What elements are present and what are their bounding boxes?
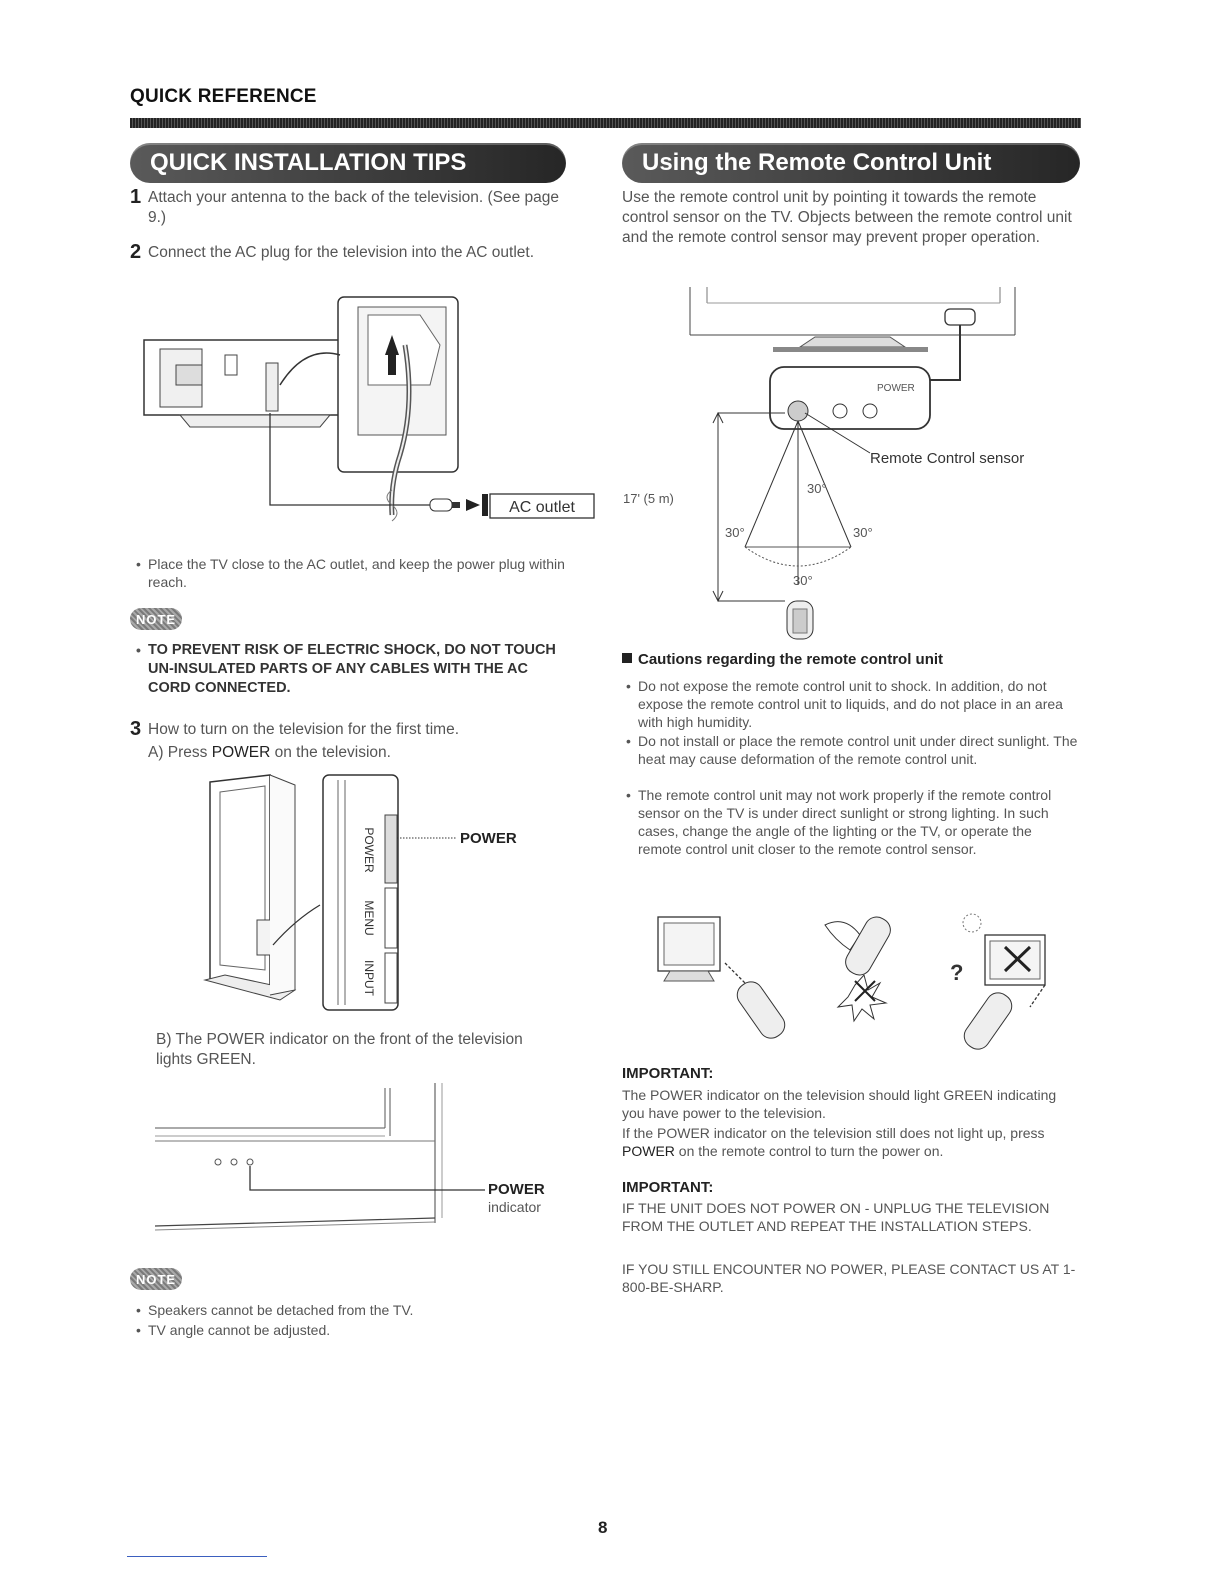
step-3-text: How to turn on the television for the first time.	[148, 721, 459, 738]
cautions-title: Cautions regarding the remote control unit	[622, 651, 1077, 668]
indicator-label: indicator	[488, 1199, 541, 1215]
quick-installation-tips-title: QUICK INSTALLATION TIPS	[130, 143, 566, 183]
caution-3: • The remote control unit may not work properly if the remote control sensor on the TV is under direct sunlight or strong lighting. In such cases, change the angle of the lighting or the TV, or operate the remote control unit closer to the remote control sensor.	[626, 787, 1052, 857]
bullet-place-tv: • Place the TV close to the AC outlet, and keep the power plug within reach.	[136, 556, 565, 590]
ac-plug-illustration	[130, 285, 600, 545]
caution-1: • Do not expose the remote control unit to shock. In addition, do not expose the remote control unit to liquids, and do not place in an area with high humidity.	[626, 678, 1063, 730]
distance-label: 17' (5 m)	[623, 491, 674, 506]
step-1-number: 1	[130, 186, 142, 208]
remote-control-title: Using the Remote Control Unit	[622, 143, 1080, 183]
step-3-number: 3	[130, 718, 142, 740]
important-1-line-1: The POWER indicator on the television should light GREEN indicating you have power to the television.	[622, 1087, 1057, 1121]
side-buttons-illustration	[195, 770, 575, 1015]
step-1	[130, 186, 568, 228]
power-indicator-illustration	[150, 1078, 570, 1238]
step-1-text: Attach your antenna to the back of the television. (See page 9.)	[148, 189, 560, 226]
remote-intro: Use the remote control unit by pointing it towards the remote control sensor on the TV. Objects between the remote control unit and the remote control sensor may prevent proper operation.	[622, 189, 1072, 246]
angle-bottom: 30°	[793, 573, 813, 588]
power-callout: POWER	[460, 830, 517, 847]
note2-item-2: • TV angle cannot be adjusted.	[136, 1322, 331, 1338]
step-3b: B) The POWER indicator on the front of the television lights GREEN.	[156, 1031, 523, 1068]
square-bullet-icon	[622, 653, 632, 663]
cautions-illustrations	[650, 905, 1070, 1055]
bullet-place-tv-text: Place the TV close to the AC outlet, and keep the power plug within reach.	[148, 556, 565, 590]
electric-shock-warning-text: TO PREVENT RISK OF ELECTRIC SHOCK, DO NOT TOUCH UN-INSULATED PARTS OF ANY CABLES WITH THE AC CORD CONNECTED.	[148, 642, 556, 696]
note2-item-1: • Speakers cannot be detached from the TV.	[136, 1302, 414, 1318]
important-2-title: IMPORTANT:	[622, 1179, 714, 1196]
step-2-text: Connect the AC plug for the television into the AC outlet.	[148, 244, 535, 261]
important-2-line-2: IF YOU STILL ENCOUNTER NO POWER, PLEASE CONTACT US AT 1-800-BE-SHARP.	[622, 1261, 1076, 1295]
angle-top: 30°	[807, 481, 827, 496]
angle-right: 30°	[853, 525, 873, 540]
step-3	[130, 718, 568, 740]
svg-text:?: ?	[950, 960, 964, 985]
caution-2: • Do not install or place the remote control unit under direct sunlight. The heat may cause deformation of the remote control unit.	[626, 733, 1078, 767]
electric-shock-warning: • TO PREVENT RISK OF ELECTRIC SHOCK, DO NOT TOUCH UN-INSULATED PARTS OF ANY CABLES WITH THE AC CORD CONNECTED.	[136, 642, 556, 696]
important-2-line-1: IF THE UNIT DOES NOT POWER ON - UNPLUG THE TELEVISION FROM THE OUTLET AND REPEAT THE INSTALLATION STEPS.	[622, 1200, 1050, 1234]
header-rule	[130, 118, 1081, 128]
side-button-power: POWER	[362, 827, 376, 873]
page-number: 8	[598, 1518, 608, 1537]
side-button-input: INPUT	[362, 960, 376, 996]
power-indicator-label: POWER	[488, 1181, 545, 1198]
note-badge: NOTE	[130, 608, 182, 630]
step-2-number: 2	[130, 241, 142, 263]
angle-left: 30°	[725, 525, 745, 540]
footer-line	[127, 1556, 267, 1557]
step-3a: A) Press POWER on the television.	[148, 744, 391, 761]
ac-outlet-label: AC outlet	[509, 499, 575, 516]
remote-sensor-diagram	[615, 285, 1075, 645]
step-2	[130, 241, 568, 263]
section-title: QUICK REFERENCE	[130, 86, 317, 107]
sensor-label: Remote Control sensor	[870, 450, 1025, 467]
side-button-menu: MENU	[362, 900, 376, 936]
important-1-title: IMPORTANT:	[622, 1065, 714, 1082]
power-bold: POWER	[211, 744, 271, 761]
important-1-line-2: If the POWER indicator on the television still does not light up, press POWER on the remote control to turn the power on.	[622, 1125, 1045, 1159]
note-badge-2: NOTE	[130, 1268, 182, 1290]
diagram-power-label: POWER	[877, 383, 915, 394]
